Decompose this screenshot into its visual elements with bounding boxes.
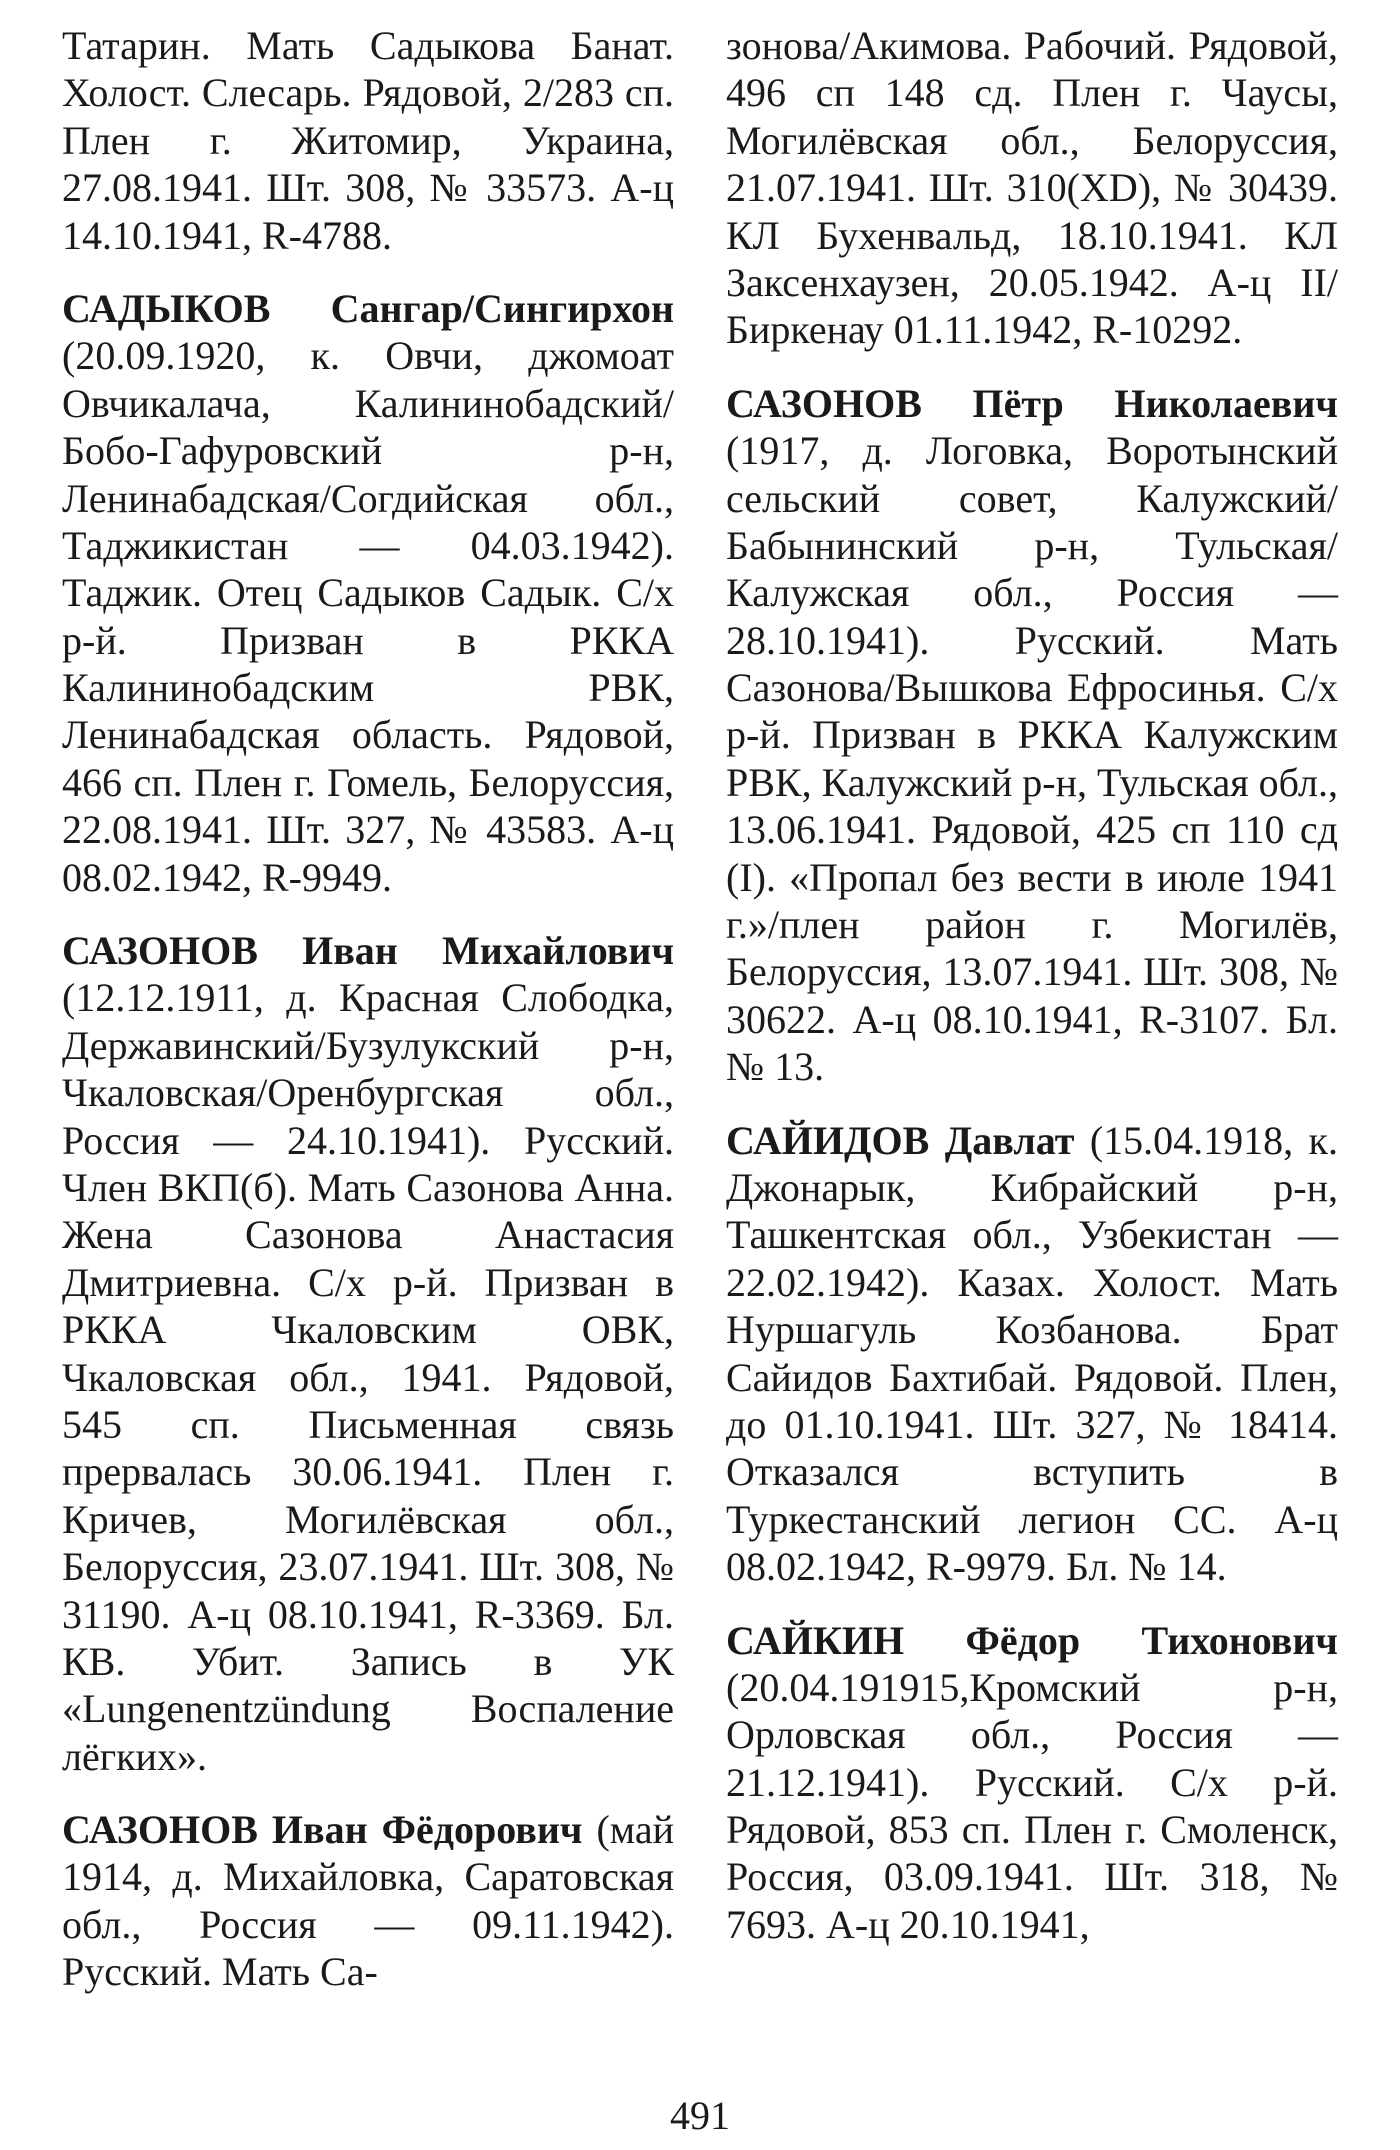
entry-name: САДЫКОВ Сангар/Сингирхон (62, 285, 674, 331)
entry-body: (12.12.1911, д. Красная Слободка, Державинский/Бузулукский р-н, Чкаловская/Оренбургская обл., Россия — 24.10.1941). Русский. Член ВКП(б). Мать Сазонова Анна. Жена Сазонова Анастасия Дмитриевна. С/х р-й. Призван в РККА Чкаловским ОВК, Чкаловская обл., 1941. Рядовой, 545 сп. Письменная связь прервалась 30.06.1941. Плен г. Кричев, Могилёвская обл., Белоруссия, 23.07.1941. Шт. 308, № 31190. А-ц 08.10.1941, R-3369. Бл. КВ. Убит. Запись в УК «Lungenentzündung Воспаление лёгких». (62, 975, 674, 1779)
page-number: 491 (670, 2093, 730, 2138)
entry-continuation (62, 22, 674, 259)
entry-body: (20.09.1920, к. Овчи, джомоат Овчикалача, Калининобадский/Бобо-Гафуровский р-н, Ленинабадская/Согдийская обл., Таджикистан — 04.03.1942). Таджик. Отец Садыков Садык. С/х р-й. Призван в РККА Калининобадским РВК, Ленинабадская область. Рядовой, 466 сп. Плен г. Гомель, Белоруссия, 22.08.1941. Шт. 327, № 43583. А-ц 08.02.1942, R-9949. (62, 333, 674, 900)
right-column (726, 22, 1338, 2082)
entry-sazonov-ivan-mikhailovich (62, 927, 674, 1780)
entry-body: зонова/Акимова. Рабочий. Рядовой, 496 сп 148 сд. Плен г. Чаусы, Могилёвская обл., Белоруссия, 21.07.1941. Шт. 310(XD), № 30439. КЛ Бухенвальд, 18.10.1941. КЛ Заксенхаузен, 20.05.1942. А-ц II/Биркенау 01.11.1942, R-10292. (726, 23, 1338, 353)
entry-name: САЗОНОВ Иван Фёдорович (62, 1807, 583, 1853)
entry-sadykov-sangar (62, 285, 674, 901)
entry-body: Татарин. Мать Садыкова Банат. Холост. Слесарь. Рядовой, 2/283 сп. Плен г. Житомир, Украина, 27.08.1941. Шт. 308, № 33573. А-ц 14.10.1941, R-4788. (62, 23, 674, 258)
entry-name: САЙКИН Фёдор Тихонович (726, 1617, 1338, 1663)
entry-sazonov-ivan-fedorovich (62, 1806, 674, 1996)
left-column (62, 22, 674, 2082)
entry-name: САЗОНОВ Иван Михайлович (62, 928, 674, 974)
entry-sazonov-petr (726, 380, 1338, 1091)
entry-body: (15.04.1918, к. Джонарык, Кибрайский р-н, Ташкентская обл., Узбекистан — 22.02.1942). Казах. Холост. Мать Нуршагуль Козбанова. Брат Сайидов Бахтибай. Рядовой. Плен, до 01.10.1941. Шт. 327, № 18414. Отказался вступить в Туркестанский легион СС. А-ц 08.02.1942, R-9979. Бл. № 14. (726, 1117, 1338, 1590)
entry-body: (май 1914, д. Михайловка, Саратовская обл., Россия — 09.11.1942). Русский. Мать Са- (62, 1807, 674, 1995)
entry-name: САЙИДОВ Давлат (726, 1117, 1075, 1163)
entry-body: (20.04.191915,Кромский р-н, Орловская обл., Россия — 21.12.1941). Русский. С/х р-й. Рядовой, 853 сп. Плен г. Смоленск, Россия, 03.09.1941. Шт. 318, № 7693. А-ц 20.10.1941, (726, 1664, 1338, 1947)
entry-name: САЗОНОВ Пётр Николаевич (726, 380, 1338, 426)
entry-saiidov-davlat (726, 1117, 1338, 1591)
entry-continuation (726, 22, 1338, 354)
page-text-area (62, 22, 1338, 2082)
entry-saikin-fedor (726, 1617, 1338, 1949)
entry-body: (1917, д. Логовка, Воротынский сельский совет, Калужский/Бабынинский р-н, Тульская/Калужская обл., Россия — 28.10.1941). Русский. Мать Сазонова/Вышкова Ефросинья. С/х р-й. Призван в РККА Калужским РВК, Калужский р-н, Тульская обл., 13.06.1941. Рядовой, 425 сп 110 сд (I). «Пропал без вести в июле 1941 г.»/плен район г. Могилёв, Белоруссия, 13.07.1941. Шт. 308, № 30622. А-ц 08.10.1941, R-3107. Бл. № 13. (726, 428, 1338, 1090)
